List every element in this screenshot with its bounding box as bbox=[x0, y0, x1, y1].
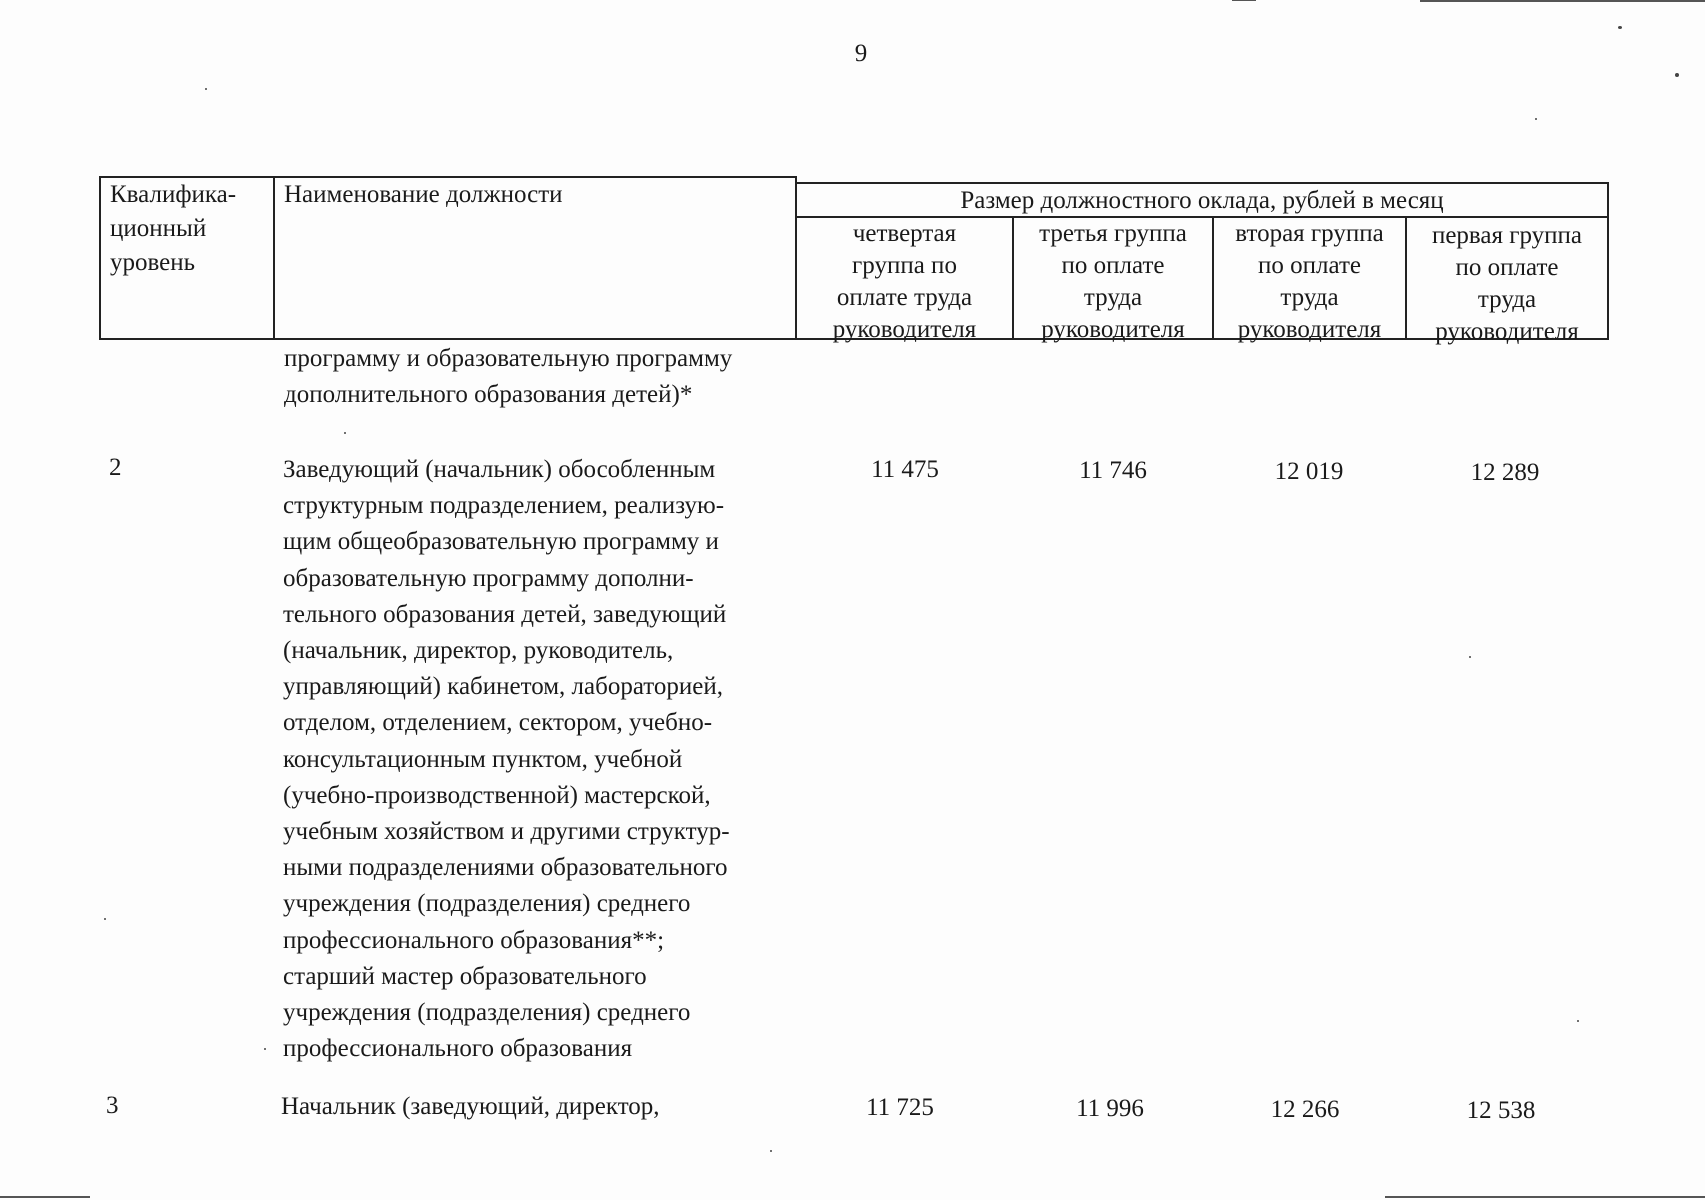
continuation-line: дополнительного образования детей)* bbox=[284, 381, 693, 409]
position-line: учебным хозяйством и другими структур- bbox=[283, 818, 730, 846]
position-line: консультационным пунктом, учебной bbox=[283, 745, 683, 773]
header-position: Наименование должности bbox=[284, 181, 563, 208]
header-group-line: руководителя bbox=[1041, 316, 1185, 343]
header-group-line: группа по bbox=[852, 252, 957, 279]
row-value-group3: 11 996 bbox=[1076, 1095, 1144, 1122]
page-number: 9 bbox=[854, 40, 868, 67]
scan-speck bbox=[1469, 656, 1471, 658]
header-level-line: ционный bbox=[110, 215, 207, 242]
row-position bbox=[281, 1089, 801, 1125]
row-position bbox=[283, 452, 803, 1067]
header-group-1 bbox=[1407, 220, 1607, 348]
header-right-border bbox=[1607, 182, 1609, 340]
position-line: учреждения (подразделения) среднего bbox=[283, 999, 691, 1027]
position-line: Начальник (заведующий, директор, bbox=[281, 1093, 660, 1120]
header-level bbox=[110, 178, 270, 280]
header-group-line: руководителя bbox=[1435, 318, 1579, 345]
position-line: профессионального образования**; bbox=[283, 926, 665, 954]
row-value-group2: 12 266 bbox=[1270, 1096, 1340, 1123]
header-group-4 bbox=[797, 218, 1012, 346]
position-line: структурным подразделением, реализую- bbox=[283, 492, 725, 520]
header-level-line: уровень bbox=[110, 249, 196, 276]
row-level: 2 bbox=[109, 454, 122, 481]
continuation-line: программу и образовательную программу bbox=[284, 345, 733, 372]
header-level-line: Квалифика- bbox=[110, 181, 237, 208]
position-line: (учебно-производственной) мастерской, bbox=[283, 781, 711, 809]
scan-speck bbox=[205, 88, 207, 90]
row-value-group1: 12 289 bbox=[1470, 459, 1540, 486]
row-value-group2: 12 019 bbox=[1274, 458, 1344, 485]
header-group-line: первая группа bbox=[1431, 222, 1583, 249]
scan-edge-top bbox=[1420, 0, 1705, 2]
position-line: управляющий) кабинетом, лабораторией, bbox=[283, 673, 724, 701]
position-line: отделом, отделением, сектором, учебно- bbox=[283, 709, 713, 737]
row-value-group3: 11 746 bbox=[1079, 457, 1147, 484]
position-line: Заведующий (начальник) обособленным bbox=[283, 456, 716, 483]
header-divider-level bbox=[273, 176, 275, 339]
position-line: ными подразделениями образовательного bbox=[283, 854, 728, 882]
header-group-line: по оплате bbox=[1061, 252, 1165, 279]
header-group-line: по оплате bbox=[1455, 254, 1559, 281]
header-salary-title: Размер должностного оклада, рублей в месяц bbox=[960, 187, 1444, 214]
header-left-border bbox=[99, 176, 101, 339]
scan-edge-bottom-left bbox=[0, 1196, 90, 1198]
header-group-line: вторая группа bbox=[1235, 220, 1384, 247]
header-group-line: труда bbox=[1083, 284, 1143, 311]
position-line: старший мастер образовательного bbox=[283, 962, 647, 990]
header-group-line: по оплате bbox=[1258, 252, 1361, 279]
row-value-group4: 11 475 bbox=[871, 456, 939, 483]
position-line: образовательную программу дополни- bbox=[283, 564, 694, 592]
header-group-line: труда bbox=[1280, 284, 1339, 311]
scan-speck bbox=[264, 1048, 266, 1050]
row-value-group1: 12 538 bbox=[1466, 1097, 1536, 1124]
scan-speck bbox=[1577, 1020, 1579, 1022]
scan-edge-bottom-right bbox=[1385, 1196, 1705, 1198]
header-group-2 bbox=[1214, 218, 1405, 346]
scan-speck bbox=[344, 432, 346, 434]
scan-speck bbox=[1618, 26, 1622, 29]
row-value-group4: 11 725 bbox=[866, 1094, 934, 1121]
row-level: 3 bbox=[106, 1092, 119, 1119]
header-group-3 bbox=[1014, 218, 1212, 346]
position-line: профессионального образования bbox=[283, 1035, 633, 1063]
position-line: щим общеобразовательную программу и bbox=[283, 528, 719, 556]
position-line: (начальник, директор, руководитель, bbox=[283, 637, 674, 665]
header-group-line: руководителя bbox=[832, 316, 977, 343]
continuation-text bbox=[284, 341, 804, 413]
scan-speck bbox=[104, 918, 106, 920]
header-group-line: третья группа bbox=[1039, 220, 1187, 247]
scan-speck bbox=[1675, 73, 1679, 77]
header-group-line: оплате труда bbox=[836, 284, 973, 311]
header-group-line: труда bbox=[1477, 286, 1537, 313]
position-line: тельного образования детей, заведующий bbox=[283, 600, 727, 628]
position-line: учреждения (подразделения) среднего bbox=[283, 890, 691, 918]
scan-edge-top-short bbox=[1232, 0, 1256, 1]
header-group-line: четвертая bbox=[852, 220, 957, 247]
scan-speck bbox=[770, 1150, 772, 1152]
scan-speck bbox=[1535, 118, 1537, 120]
header-group-line: руководителя bbox=[1237, 316, 1382, 343]
